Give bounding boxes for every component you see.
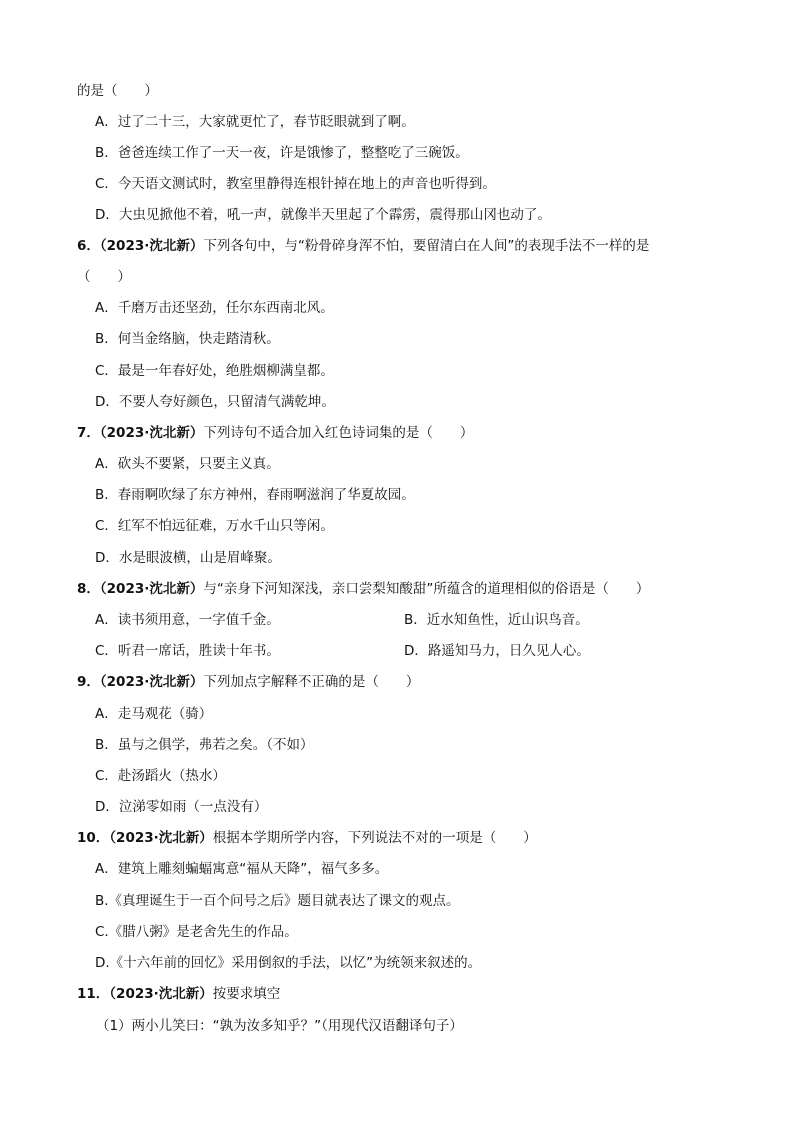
q10-option-a: A．建筑上雕刻蝙蝠寓意“福从天降”，福气多多。 bbox=[95, 861, 389, 877]
q6-source: （2023·沈北新） bbox=[99, 238, 204, 254]
q7-text: 下列诗句不适合加入红色诗词集的是（ ） bbox=[203, 425, 474, 441]
q8-text: 与“亲身下河知深浅，亲口尝梨知酸甜”所蕴含的道理相似的俗语是（ ） bbox=[203, 581, 650, 597]
q6-text: 下列各句中，与“粉骨碎身浑不怕，要留清白在人间”的表现手法不一样的是 bbox=[203, 238, 650, 254]
q9-text: 下列加点字解释不正确的是（ ） bbox=[203, 674, 420, 690]
q5-option-c: C．今天语文测试时，教室里静得连根针掉在地上的声音也听得到。 bbox=[95, 176, 496, 192]
q6-answer-blank: （ ） bbox=[77, 269, 131, 285]
q8-number: 8． bbox=[77, 581, 100, 597]
q8-source: （2023·沈北新） bbox=[99, 581, 204, 597]
q10-source: （2023·沈北新） bbox=[109, 830, 213, 846]
q8-option-b: B．近水知鱼性，近山识鸟音。 bbox=[404, 612, 589, 628]
q11-subquestion-1: （1）两小儿笑曰：“孰为汝多知乎？”（用现代汉语翻译句子） bbox=[96, 1018, 463, 1034]
q7-option-b: B．春雨啊吹绿了东方神州，春雨啊滋润了华夏故园。 bbox=[95, 487, 415, 503]
q6-option-b: B．何当金络脑，快走踏清秋。 bbox=[95, 331, 280, 347]
q9-option-a: A．走马观花（骑） bbox=[95, 706, 213, 722]
q11-text: 按要求填空 bbox=[212, 986, 281, 1002]
q10-text: 根据本学期所学内容，下列说法不对的一项是（ ） bbox=[212, 830, 537, 846]
q8-option-a: A．读书须用意，一字值千金。 bbox=[95, 612, 280, 628]
q9-stem bbox=[77, 673, 419, 691]
q11-source: （2023·沈北新） bbox=[109, 986, 213, 1002]
q6-option-a: A．千磨万击还坚劲，任尔东西南北风。 bbox=[95, 300, 334, 316]
q6-option-d: D．不要人夸好颜色，只留清气满乾坤。 bbox=[95, 394, 335, 410]
q7-option-c: C．红军不怕远征难，万水千山只等闲。 bbox=[95, 518, 334, 534]
q5-stem-continuation: 的是（ ） bbox=[77, 83, 158, 99]
q6-option-c: C．最是一年春好处，绝胜烟柳满皇都。 bbox=[95, 363, 334, 379]
q7-option-d: D．水是眼波横，山是眉峰聚。 bbox=[95, 550, 281, 566]
q5-option-b: B．爸爸连续工作了一天一夜，许是饿惨了，整整吃了三碗饭。 bbox=[95, 145, 469, 161]
q9-number: 9． bbox=[77, 674, 100, 690]
q8-option-d: D．路遥知马力，日久见人心。 bbox=[404, 643, 590, 659]
q5-option-a: A．过了二十三，大家就更忙了，春节眨眼就到了啊。 bbox=[95, 114, 415, 130]
q10-option-c: C.《腊八粥》是老舍先生的作品。 bbox=[95, 924, 298, 940]
q6-stem bbox=[77, 237, 649, 255]
q11-stem bbox=[77, 985, 280, 1003]
q9-source: （2023·沈北新） bbox=[99, 674, 204, 690]
q11-number: 11． bbox=[77, 986, 110, 1002]
q6-number: 6． bbox=[77, 238, 100, 254]
q9-option-b: B．虽与之俱学，弗若之矣。（不如） bbox=[95, 737, 314, 753]
q7-source: （2023·沈北新） bbox=[99, 425, 204, 441]
q7-stem bbox=[77, 424, 473, 442]
q10-option-d: D.《十六年前的回忆》采用倒叙的手法，以忆”为统领来叙述的。 bbox=[95, 955, 482, 971]
q7-option-a: A．砍头不要紧，只要主义真。 bbox=[95, 456, 280, 472]
q10-stem bbox=[77, 829, 537, 847]
q8-stem bbox=[77, 580, 649, 598]
q9-option-d: D．泣涕零如雨（一点没有） bbox=[95, 799, 268, 815]
q5-option-d: D．大虫见掀他不着，吼一声，就像半天里起了个霹雳，震得那山冈也动了。 bbox=[95, 207, 551, 223]
q7-number: 7． bbox=[77, 425, 100, 441]
q9-option-c: C．赴汤蹈火（热水） bbox=[95, 768, 226, 784]
q10-number: 10． bbox=[77, 830, 110, 846]
q8-option-c: C．听君一席话，胜读十年书。 bbox=[95, 643, 280, 659]
q10-option-b: B.《真理诞生于一百个问号之后》题目就表达了课文的观点。 bbox=[95, 893, 460, 909]
